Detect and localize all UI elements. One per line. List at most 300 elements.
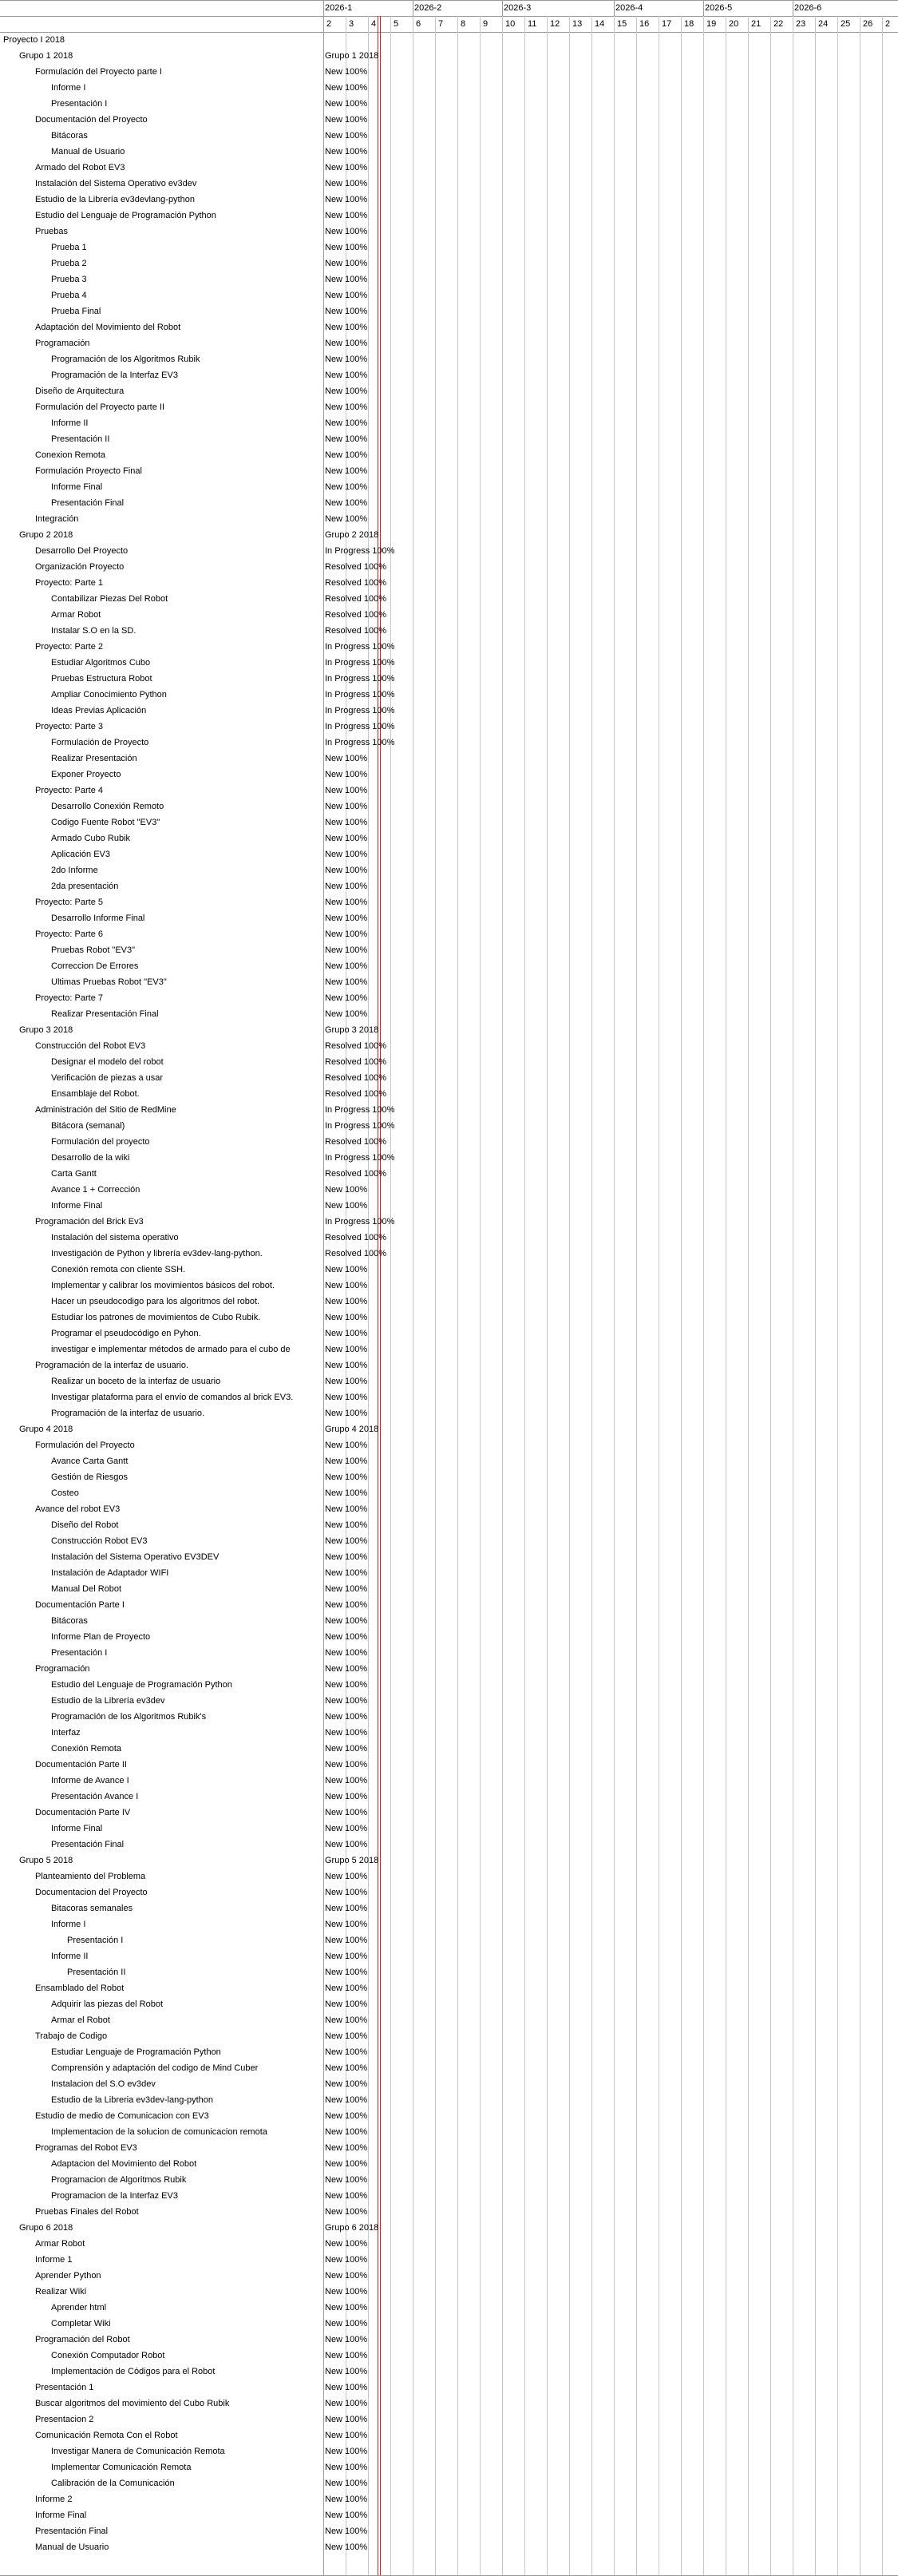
subject-label[interactable]: Implementar y calibrar los movimientos básicos del robot. <box>51 1281 275 1290</box>
subject-label[interactable]: Programas del Robot EV3 <box>35 2143 137 2153</box>
subject-label[interactable]: Bitacoras semanales <box>51 1904 133 1913</box>
issue-row[interactable] <box>0 1294 323 1310</box>
issue-row[interactable] <box>0 2380 323 2396</box>
issue-row[interactable] <box>0 64 323 80</box>
subject-label[interactable]: Carta Gantt <box>51 1169 97 1179</box>
issue-row[interactable] <box>0 447 323 463</box>
subject-label[interactable]: Programación de los Algoritmos Rubik <box>51 355 200 364</box>
subject-label[interactable]: Estudio del Lenguaje de Programación Python <box>51 1680 232 1690</box>
subject-label[interactable]: Conexión Remota <box>51 1744 122 1754</box>
issue-row[interactable] <box>0 1389 323 1405</box>
issue-row[interactable] <box>0 1565 323 1581</box>
subject-label[interactable]: Diseño del Robot <box>51 1520 119 1530</box>
subject-label[interactable]: Completar Wiki <box>51 2319 111 2328</box>
subject-label[interactable]: Manual de Usuario <box>35 2542 109 2552</box>
issue-row[interactable] <box>0 1437 323 1453</box>
subject-label[interactable]: Integración <box>35 514 79 524</box>
subject-label[interactable]: Aplicación EV3 <box>51 850 110 859</box>
issue-row[interactable] <box>0 751 323 767</box>
issue-row[interactable] <box>0 1661 323 1677</box>
issue-row[interactable] <box>0 974 323 990</box>
issue-row[interactable] <box>0 160 323 176</box>
subject-label[interactable]: Comprensión y adaptación del codigo de Mind Cuber <box>51 2063 259 2073</box>
issue-row[interactable] <box>0 2076 323 2092</box>
issue-row[interactable] <box>0 1869 323 1884</box>
subject-label[interactable]: Grupo 3 2018 <box>19 1025 73 1035</box>
subject-label[interactable]: Estudiar Algoritmos Cubo <box>51 658 151 668</box>
subject-label[interactable]: Programación de la interfaz de usuario. <box>51 1409 204 1418</box>
issue-row[interactable] <box>0 894 323 910</box>
subject-label[interactable]: Prueba 2 <box>51 259 87 268</box>
issue-row[interactable] <box>0 942 323 958</box>
subject-label[interactable]: Estudiar Lenguaje de Programación Python <box>51 2047 221 2057</box>
subject-label[interactable]: Documentación Parte II <box>35 1760 127 1770</box>
issue-row[interactable] <box>0 687 323 703</box>
issue-row[interactable] <box>0 2236 323 2252</box>
issue-row[interactable] <box>0 2140 323 2156</box>
subject-label[interactable]: Ensamblado del Robot <box>35 1984 125 1993</box>
issue-row[interactable] <box>0 2284 323 2300</box>
subject-label[interactable]: Pruebas Estructura Robot <box>51 674 152 684</box>
issue-row[interactable] <box>0 1821 323 1837</box>
subject-label[interactable]: Manual Del Robot <box>51 1584 122 1594</box>
subject-label[interactable]: Estudio de la Libreria ev3dev-lang-python <box>51 2095 214 2105</box>
subject-label[interactable]: Buscar algoritmos del movimiento del Cubo Rubik <box>35 2399 230 2408</box>
subject-label[interactable]: Armar el Robot <box>51 2015 110 2025</box>
subject-label[interactable]: Presentación I <box>67 1936 124 1945</box>
subject-label[interactable]: Presentación II <box>51 434 110 444</box>
subject-label[interactable]: Informe de Avance I <box>51 1776 129 1785</box>
subject-label[interactable]: Ensamblaje del Robot. <box>51 1089 140 1099</box>
subject-label[interactable]: Informe Final <box>51 1824 103 1833</box>
issue-row[interactable] <box>0 1629 323 1645</box>
issue-row[interactable] <box>0 479 323 495</box>
subject-label[interactable]: Prueba Final <box>51 307 101 316</box>
issue-row[interactable] <box>0 367 323 383</box>
project-row[interactable] <box>0 527 323 543</box>
issue-row[interactable] <box>0 1405 323 1421</box>
subject-label[interactable]: Programación <box>35 1664 90 1674</box>
issue-row[interactable] <box>0 144 323 160</box>
subject-label[interactable]: Estudio de la Librería ev3dev <box>51 1696 165 1706</box>
issue-row[interactable] <box>0 1006 323 1022</box>
subject-label[interactable]: Pruebas Finales del Robot <box>35 2207 139 2217</box>
issue-row[interactable] <box>0 2092 323 2108</box>
subject-label[interactable]: Formulación de Proyecto <box>51 738 149 747</box>
issue-row[interactable] <box>0 926 323 942</box>
issue-row[interactable] <box>0 2443 323 2459</box>
issue-row[interactable] <box>0 2491 323 2507</box>
subject-label[interactable]: Estudio de medio de Comunicacion con EV3 <box>35 2111 209 2121</box>
subject-label[interactable]: Programación <box>35 339 90 348</box>
issue-row[interactable] <box>0 2412 323 2427</box>
issue-row[interactable] <box>0 2507 323 2523</box>
subject-label[interactable]: Manual de Usuario <box>51 147 125 157</box>
subject-label[interactable]: Programación del Robot <box>35 2335 130 2344</box>
subject-label[interactable]: Grupo 5 2018 <box>19 1856 73 1865</box>
subject-label[interactable]: Organización Proyecto <box>35 562 125 572</box>
subject-label[interactable]: Proyecto I 2018 <box>3 35 65 45</box>
issue-row[interactable] <box>0 814 323 830</box>
subject-label[interactable]: Desarrollo de la wiki <box>51 1153 130 1163</box>
subject-label[interactable]: Desarrollo Informe Final <box>51 913 145 923</box>
issue-row[interactable] <box>0 303 323 319</box>
issue-row[interactable] <box>0 1262 323 1278</box>
subject-label[interactable]: Bitácoras <box>51 131 88 141</box>
subject-label[interactable]: Programacion de la Interfaz EV3 <box>51 2191 178 2201</box>
subject-label[interactable]: Aprender Python <box>35 2271 101 2281</box>
subject-label[interactable]: Formulación del proyecto <box>51 1137 150 1147</box>
subject-label[interactable]: Formulación del Proyecto <box>35 1441 135 1450</box>
subject-label[interactable]: Administración del Sitio de RedMine <box>35 1105 176 1115</box>
issue-row[interactable] <box>0 2396 323 2412</box>
issue-row[interactable] <box>0 495 323 511</box>
subject-label[interactable]: Estudio del Lenguaje de Programación Python <box>35 211 216 220</box>
subject-label[interactable]: Prueba 3 <box>51 275 87 284</box>
issue-row[interactable] <box>0 1166 323 1182</box>
issue-row[interactable] <box>0 2156 323 2172</box>
issue-row[interactable] <box>0 1054 323 1070</box>
issue-row[interactable] <box>0 208 323 224</box>
subject-label[interactable]: Informe Final <box>35 2511 87 2520</box>
subject-label[interactable]: Programación de los Algoritmos Rubik's <box>51 1712 207 1722</box>
subject-label[interactable]: Diseño de Arquitectura <box>35 386 125 396</box>
subject-label[interactable]: Avance 1 + Corrección <box>51 1185 140 1195</box>
subject-label[interactable]: Desarrollo Del Proyecto <box>35 546 129 556</box>
issue-row[interactable] <box>0 2108 323 2124</box>
issue-row[interactable] <box>0 671 323 687</box>
issue-row[interactable] <box>0 1757 323 1773</box>
issue-row[interactable] <box>0 591 323 607</box>
issue-row[interactable] <box>0 1198 323 1214</box>
issue-row[interactable] <box>0 335 323 351</box>
issue-row[interactable] <box>0 415 323 431</box>
subject-label[interactable]: Instalación del Sistema Operativo ev3dev <box>35 179 197 188</box>
issue-row[interactable] <box>0 96 323 112</box>
subject-label[interactable]: Formulación Proyecto Final <box>35 466 142 476</box>
issue-row[interactable] <box>0 1709 323 1725</box>
issue-row[interactable] <box>0 607 323 623</box>
subject-label[interactable]: Proyecto: Parte 7 <box>35 993 103 1003</box>
issue-row[interactable] <box>0 735 323 751</box>
issue-row[interactable] <box>0 1677 323 1693</box>
issue-row[interactable] <box>0 2188 323 2204</box>
subject-label[interactable]: investigar e implementar métodos de armado para el cubo de <box>51 1345 291 1354</box>
subject-label[interactable]: Prueba 1 <box>51 243 87 252</box>
subject-label[interactable]: Grupo 4 2018 <box>19 1425 73 1434</box>
issue-row[interactable] <box>0 2316 323 2332</box>
subject-label[interactable]: Presentación Final <box>51 498 125 508</box>
project-row[interactable] <box>0 2220 323 2236</box>
issue-row[interactable] <box>0 1230 323 1246</box>
subject-label[interactable]: Calibración de la Comunicación <box>51 2479 175 2488</box>
issue-row[interactable] <box>0 256 323 271</box>
issue-row[interactable] <box>0 830 323 846</box>
subject-label[interactable]: Pruebas <box>35 227 68 236</box>
issue-row[interactable] <box>0 1357 323 1373</box>
project-row[interactable] <box>0 1022 323 1038</box>
subject-label[interactable]: Gestión de Riesgos <box>51 1472 128 1482</box>
subject-label[interactable]: Informe I <box>51 1920 86 1929</box>
issue-row[interactable] <box>0 2348 323 2364</box>
issue-row[interactable] <box>0 2332 323 2348</box>
issue-row[interactable] <box>0 1501 323 1517</box>
subject-label[interactable]: Informe Final <box>51 482 103 492</box>
issue-row[interactable] <box>0 112 323 128</box>
subject-label[interactable]: Informe 1 <box>35 2255 73 2265</box>
subject-label[interactable]: Realizar un boceto de la interfaz de usuario <box>51 1377 221 1386</box>
subject-label[interactable]: Avance Carta Gantt <box>51 1456 129 1466</box>
issue-row[interactable] <box>0 623 323 639</box>
issue-row[interactable] <box>0 1597 323 1613</box>
issue-row[interactable] <box>0 703 323 719</box>
subject-label[interactable]: Presentación Avance I <box>51 1792 139 1801</box>
subject-label[interactable]: Proyecto: Parte 2 <box>35 642 103 652</box>
issue-row[interactable] <box>0 1278 323 1294</box>
subject-label[interactable]: 2do Informe <box>51 866 98 875</box>
issue-row[interactable] <box>0 1549 323 1565</box>
issue-row[interactable] <box>0 783 323 799</box>
subject-label[interactable]: Programar el pseudocódigo en Pyhon. <box>51 1329 201 1338</box>
issue-row[interactable] <box>0 910 323 926</box>
subject-label[interactable]: Documentación del Proyecto <box>35 115 148 125</box>
issue-row[interactable] <box>0 2459 323 2475</box>
subject-label[interactable]: Grupo 2 2018 <box>19 530 73 540</box>
issue-row[interactable] <box>0 878 323 894</box>
project-row[interactable] <box>0 1853 323 1869</box>
subject-label[interactable]: Instalación del sistema operativo <box>51 1233 179 1242</box>
subject-label[interactable]: Presentación Final <box>51 1840 125 1849</box>
subject-label[interactable]: Investigar plataforma para el envío de comandos al brick EV3. <box>51 1393 294 1402</box>
issue-row[interactable] <box>0 511 323 527</box>
subject-label[interactable]: Implementar Comunicación Remota <box>51 2463 192 2472</box>
issue-row[interactable] <box>0 799 323 814</box>
subject-label[interactable]: Presentación 1 <box>35 2383 94 2392</box>
subject-label[interactable]: Instalar S.O en la SD. <box>51 626 136 636</box>
issue-row[interactable] <box>0 655 323 671</box>
subject-label[interactable]: Armar Robot <box>35 2239 85 2249</box>
project-row[interactable] <box>0 32 323 48</box>
issue-row[interactable] <box>0 1038 323 1054</box>
issue-row[interactable] <box>0 1326 323 1342</box>
subject-label[interactable]: Trabajo de Codigo <box>35 2031 108 2041</box>
subject-label[interactable]: Ultimas Pruebas Robot "EV3" <box>51 977 167 987</box>
subject-label[interactable]: Ideas Previas Aplicación <box>51 706 147 715</box>
issue-row[interactable] <box>0 2268 323 2284</box>
subject-label[interactable]: Implementación de Códigos para el Robot <box>51 2367 216 2376</box>
issue-row[interactable] <box>0 1134 323 1150</box>
issue-row[interactable] <box>0 176 323 192</box>
subject-label[interactable]: Programación de la interfaz de usuario. <box>35 1361 188 1370</box>
subject-label[interactable]: Costeo <box>51 1488 79 1498</box>
issue-row[interactable] <box>0 1070 323 1086</box>
issue-row[interactable] <box>0 383 323 399</box>
subject-label[interactable]: Presentacion 2 <box>35 2415 94 2424</box>
issue-row[interactable] <box>0 2364 323 2380</box>
subject-label[interactable]: Estudiar los patrones de movimientos de Cubo Rubik. <box>51 1313 261 1322</box>
issue-row[interactable] <box>0 990 323 1006</box>
issue-row[interactable] <box>0 1342 323 1357</box>
issue-row[interactable] <box>0 1916 323 1932</box>
issue-row[interactable] <box>0 1517 323 1533</box>
subject-label[interactable]: Formulación del Proyecto parte I <box>35 67 162 77</box>
issue-row[interactable] <box>0 2124 323 2140</box>
issue-row[interactable] <box>0 1613 323 1629</box>
subject-label[interactable]: Investigación de Python y librería ev3dev-lang-python. <box>51 1249 263 1258</box>
issue-row[interactable] <box>0 2172 323 2188</box>
subject-label[interactable]: Adquirir las piezas del Robot <box>51 1999 164 2009</box>
subject-label[interactable]: Avance del robot EV3 <box>35 1504 121 1514</box>
issue-row[interactable] <box>0 128 323 144</box>
issue-row[interactable] <box>0 1948 323 1964</box>
issue-row[interactable] <box>0 271 323 287</box>
subject-label[interactable]: Presentación I <box>51 1648 108 1658</box>
issue-row[interactable] <box>0 1102 323 1118</box>
project-row[interactable] <box>0 1421 323 1437</box>
subject-label[interactable]: Implementacion de la solucion de comunicacion remota <box>51 2127 267 2137</box>
subject-label[interactable]: Correccion De Errores <box>51 961 139 971</box>
issue-row[interactable] <box>0 1789 323 1805</box>
subject-label[interactable]: Ampliar Conocimiento Python <box>51 690 167 699</box>
issue-row[interactable] <box>0 1725 323 1741</box>
issue-row[interactable] <box>0 1900 323 1916</box>
subject-label[interactable]: Informe II <box>51 1952 89 1961</box>
issue-row[interactable] <box>0 862 323 878</box>
issue-row[interactable] <box>0 2427 323 2443</box>
issue-row[interactable] <box>0 639 323 655</box>
issue-row[interactable] <box>0 719 323 735</box>
issue-row[interactable] <box>0 2475 323 2491</box>
issue-row[interactable] <box>0 1182 323 1198</box>
subject-label[interactable]: Presentación I <box>51 99 108 109</box>
issue-row[interactable] <box>0 1996 323 2012</box>
subject-label[interactable]: Armado Cubo Rubik <box>51 834 131 843</box>
subject-label[interactable]: Codigo Fuente Robot "EV3" <box>51 818 160 827</box>
issue-row[interactable] <box>0 1693 323 1709</box>
subject-label[interactable]: Adaptación del Movimiento del Robot <box>35 323 181 332</box>
subject-label[interactable]: Armar Robot <box>51 610 101 620</box>
issue-row[interactable] <box>0 2060 323 2076</box>
issue-row[interactable] <box>0 1118 323 1134</box>
issue-row[interactable] <box>0 80 323 96</box>
issue-row[interactable] <box>0 431 323 447</box>
issue-row[interactable] <box>0 1453 323 1469</box>
subject-label[interactable]: Bitácora (semanal) <box>51 1121 125 1131</box>
subject-label[interactable]: Aprender html <box>51 2303 107 2312</box>
subject-label[interactable]: Planteamiento del Problema <box>35 1872 146 1881</box>
subject-label[interactable]: Informe 2 <box>35 2495 73 2504</box>
issue-row[interactable] <box>0 1485 323 1501</box>
issue-row[interactable] <box>0 2028 323 2044</box>
subject-label[interactable]: Programacion de Algoritmos Rubik <box>51 2175 187 2185</box>
issue-row[interactable] <box>0 846 323 862</box>
subject-label[interactable]: Instalación del Sistema Operativo EV3DEV <box>51 1552 220 1562</box>
issue-row[interactable] <box>0 240 323 256</box>
subject-label[interactable]: Bitácoras <box>51 1616 88 1626</box>
issue-row[interactable] <box>0 1884 323 1900</box>
subject-label[interactable]: Proyecto: Parte 3 <box>35 722 103 731</box>
subject-label[interactable]: Informe Final <box>51 1201 103 1211</box>
issue-row[interactable] <box>0 192 323 208</box>
subject-label[interactable]: Designar el modelo del robot <box>51 1057 164 1067</box>
subject-label[interactable]: Estudio de la Librería ev3devlang-python <box>35 195 195 204</box>
issue-row[interactable] <box>0 1246 323 1262</box>
subject-label[interactable]: Verificación de piezas a usar <box>51 1073 164 1083</box>
subject-label[interactable]: Realizar Wiki <box>35 2287 87 2297</box>
issue-row[interactable] <box>0 1773 323 1789</box>
subject-label[interactable]: Informe Plan de Proyecto <box>51 1632 151 1642</box>
subject-label[interactable]: Informe II <box>51 418 89 428</box>
subject-label[interactable]: Programación del Brick Ev3 <box>35 1217 144 1227</box>
subject-label[interactable]: Proyecto: Parte 4 <box>35 786 103 795</box>
subject-label[interactable]: 2da presentación <box>51 882 119 891</box>
subject-label[interactable]: Interfaz <box>51 1728 81 1738</box>
subject-label[interactable]: Proyecto: Parte 1 <box>35 578 103 588</box>
issue-row[interactable] <box>0 2252 323 2268</box>
issue-row[interactable] <box>0 1469 323 1485</box>
issue-row[interactable] <box>0 2539 323 2555</box>
subject-label[interactable]: Conexión Computador Robot <box>51 2351 165 2360</box>
subject-label[interactable]: Programación de la Interfaz EV3 <box>51 371 178 380</box>
subject-label[interactable]: Realizar Presentación <box>51 754 137 763</box>
subject-label[interactable]: Documentación Parte IV <box>35 1808 131 1817</box>
subject-label[interactable]: Exponer Proyecto <box>51 770 121 779</box>
subject-label[interactable]: Presentación Final <box>35 2526 109 2536</box>
issue-row[interactable] <box>0 1533 323 1549</box>
issue-row[interactable] <box>0 351 323 367</box>
subject-label[interactable]: Comunicación Remota Con el Robot <box>35 2431 178 2440</box>
subject-label[interactable]: Contabilizar Piezas Del Robot <box>51 594 168 604</box>
project-row[interactable] <box>0 48 323 64</box>
subject-label[interactable]: Conexion Remota <box>35 450 106 460</box>
subject-label[interactable]: Proyecto: Parte 6 <box>35 929 103 939</box>
subject-label[interactable]: Presentación II <box>67 1968 126 1977</box>
issue-row[interactable] <box>0 1837 323 1853</box>
issue-row[interactable] <box>0 767 323 783</box>
subject-label[interactable]: Proyecto: Parte 5 <box>35 898 103 907</box>
issue-row[interactable] <box>0 287 323 303</box>
issue-row[interactable] <box>0 2523 323 2539</box>
issue-row[interactable] <box>0 224 323 240</box>
issue-row[interactable] <box>0 2012 323 2028</box>
issue-row[interactable] <box>0 1645 323 1661</box>
issue-row[interactable] <box>0 1086 323 1102</box>
issue-row[interactable] <box>0 543 323 559</box>
issue-row[interactable] <box>0 1214 323 1230</box>
subject-label[interactable]: Conexión remota con cliente SSH. <box>51 1265 186 1274</box>
issue-row[interactable] <box>0 319 323 335</box>
subject-label[interactable]: Armado del Robot EV3 <box>35 163 125 172</box>
issue-row[interactable] <box>0 1741 323 1757</box>
issue-row[interactable] <box>0 2044 323 2060</box>
issue-row[interactable] <box>0 559 323 575</box>
subject-label[interactable]: Formulación del Proyecto parte II <box>35 402 165 412</box>
issue-row[interactable] <box>0 1980 323 1996</box>
subject-label[interactable]: Informe I <box>51 83 86 93</box>
subject-label[interactable]: Instalación de Adaptador WIFI <box>51 1568 169 1578</box>
issue-row[interactable] <box>0 463 323 479</box>
issue-row[interactable] <box>0 958 323 974</box>
subject-label[interactable]: Desarrollo Conexión Remoto <box>51 802 164 811</box>
issue-row[interactable] <box>0 1310 323 1326</box>
subject-label[interactable]: Grupo 1 2018 <box>19 51 73 61</box>
issue-row[interactable] <box>0 1150 323 1166</box>
issue-row[interactable] <box>0 575 323 591</box>
issue-row[interactable] <box>0 399 323 415</box>
subject-label[interactable]: Pruebas Robot "EV3" <box>51 945 136 955</box>
subject-label[interactable]: Documentacion del Proyecto <box>35 1888 148 1897</box>
subject-label[interactable]: Documentación Parte I <box>35 1600 125 1610</box>
